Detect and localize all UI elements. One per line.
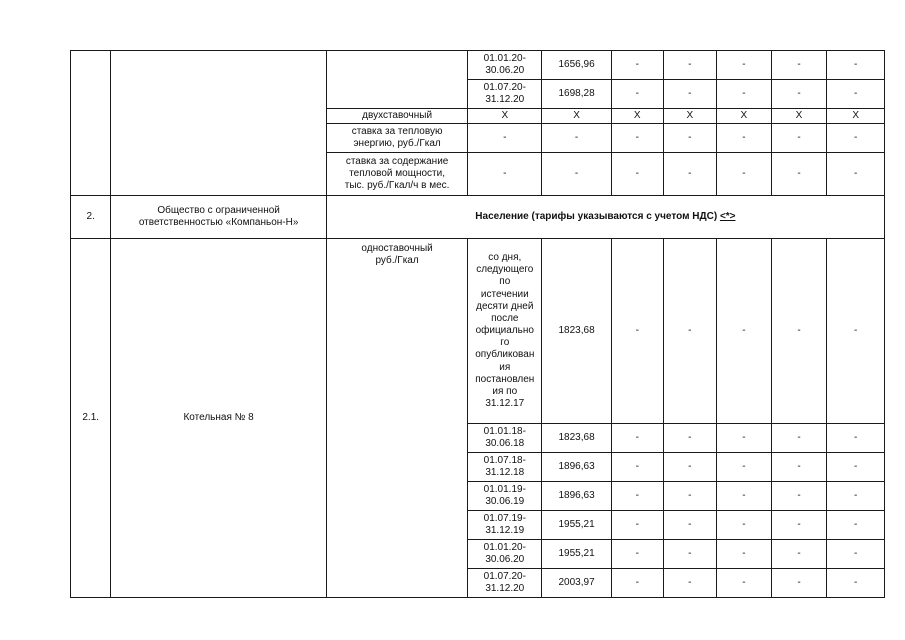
value-cell: - [717,51,772,80]
tariff-value-cell: 1823,68 [542,239,612,424]
boiler-name-cell: Котельная № 8 [111,239,326,598]
table-row [71,239,885,424]
table-row [71,51,885,80]
value-cell: - [663,80,717,109]
value-cell: - [771,124,827,153]
value-cell: - [663,153,717,196]
population-header-cell [326,196,884,239]
tariff-value-cell: 1656,96 [542,51,612,80]
value-cell: - [663,540,717,569]
value-cell: - [663,51,717,80]
value-cell: - [827,124,885,153]
value-cell: - [717,424,772,453]
value-cell: - [771,153,827,196]
value-cell: - [771,424,827,453]
value-cell: - [611,569,663,598]
value-cell: - [717,80,772,109]
row-name-cell [111,51,326,196]
tariff-value-cell: Х [542,109,612,124]
value-cell: - [611,511,663,540]
value-cell: - [717,453,772,482]
period-cell: 01.07.18- 31.12.18 [468,453,542,482]
value-cell: - [827,80,885,109]
value-cell: - [717,124,772,153]
tariff-type-cell: одноставочный руб./Гкал [326,239,468,598]
tariff-value-cell: 1823,68 [542,424,612,453]
tariff-type-cell: ставка за тепловую энергию, руб./Гкал [326,124,468,153]
value-cell: - [663,453,717,482]
tariff-value-cell: 1955,21 [542,540,612,569]
tariff-type-cell: двухставочный [326,109,468,124]
tariff-value-cell: 1955,21 [542,511,612,540]
value-cell: - [771,453,827,482]
tariff-table [70,50,885,598]
period-cell: - [468,124,542,153]
period-cell: 01.01.20- 30.06.20 [468,540,542,569]
value-cell: - [611,424,663,453]
tariff-type-cell: ставка за содержание тепловой мощности, тыс. руб./Гкал/ч в мес. [326,153,468,196]
value-cell: Х [611,109,663,124]
value-cell: Х [771,109,827,124]
value-cell: - [663,124,717,153]
period-cell: 01.01.20- 30.06.20 [468,51,542,80]
period-cell: со дня, следующего по истечении десяти дней после официально го опубликован ия постановлен ия по 31.12.17 [468,239,542,424]
value-cell: - [771,51,827,80]
value-cell: - [663,482,717,511]
value-cell: - [771,540,827,569]
tariff-value-cell: - [542,153,612,196]
tariff-value-cell: 2003,97 [542,569,612,598]
value-cell: - [611,239,663,424]
period-cell: 01.07.20- 31.12.20 [468,569,542,598]
value-cell: - [827,51,885,80]
row-number-cell: 2. [71,196,111,239]
value-cell: - [771,511,827,540]
tariff-value-cell: 1698,28 [542,80,612,109]
tariff-value-cell: 1896,63 [542,453,612,482]
value-cell: - [771,569,827,598]
value-cell: - [611,51,663,80]
tariff-value-cell: - [542,124,612,153]
value-cell: - [717,540,772,569]
value-cell: - [611,124,663,153]
period-cell: 01.01.18- 30.06.18 [468,424,542,453]
value-cell: - [717,569,772,598]
value-cell: - [827,540,885,569]
value-cell: - [771,80,827,109]
row-number-cell [71,51,111,196]
table-row [71,196,885,239]
value-cell: - [663,511,717,540]
value-cell: - [611,153,663,196]
value-cell: - [663,239,717,424]
value-cell: - [827,153,885,196]
value-cell: - [717,153,772,196]
value-cell: - [827,453,885,482]
period-cell: 01.07.20- 31.12.20 [468,80,542,109]
row-number-cell: 2.1. [71,239,111,598]
period-cell: 01.07.19- 31.12.19 [468,511,542,540]
value-cell: - [663,424,717,453]
tariff-value-cell: 1896,63 [542,482,612,511]
value-cell: - [611,80,663,109]
value-cell: Х [663,109,717,124]
period-cell: - [468,153,542,196]
period-cell: 01.01.19- 30.06.19 [468,482,542,511]
value-cell: Х [827,109,885,124]
population-label: Население (тарифы указываются с учетом НДС) [475,211,720,223]
value-cell: - [663,569,717,598]
value-cell: - [717,239,772,424]
value-cell: - [717,511,772,540]
period-cell: Х [468,109,542,124]
value-cell: - [611,482,663,511]
value-cell: - [827,511,885,540]
value-cell: - [827,424,885,453]
value-cell: - [827,239,885,424]
value-cell: - [771,239,827,424]
value-cell: - [717,482,772,511]
value-cell: - [827,482,885,511]
footnote-marker: <*> [719,211,736,223]
organization-name-cell: Общество с ограниченной ответственностью «Компаньон-Н» [111,196,326,239]
value-cell: Х [717,109,772,124]
value-cell: - [611,540,663,569]
value-cell: - [611,453,663,482]
value-cell: - [771,482,827,511]
value-cell: - [827,569,885,598]
tariff-type-cell [326,51,468,109]
